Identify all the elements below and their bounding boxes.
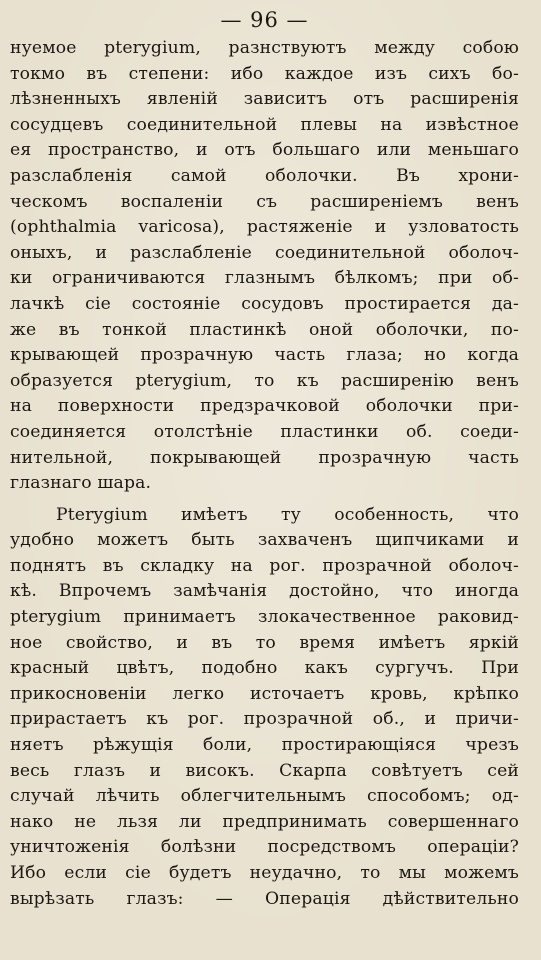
text-line: нительной, покрывающей прозрачную часть [10,447,519,468]
text-line: поднятъ въ складку на рог. прозрачной оболоч- [10,555,519,576]
text-line: (ophthalmia varicosa), растяженіе и узловатость [10,217,519,238]
text-line: глазнаго шара. [10,473,152,494]
text-line: вырѣзать глазъ: — Операція дѣйствительно [10,888,519,909]
text-line: ки ограничиваются глазнымъ бѣлкомъ; при об- [10,268,519,289]
text-line: нуемое pterygium, разнствуютъ между собою [10,38,519,58]
text-line: же въ тонкой пластинкѣ оной оболочки, по- [10,319,519,340]
text-line: соединяется отолстѣніе пластинки об. соеди- [10,421,519,442]
text-line: токмо въ степени: ибо каждое изъ сихъ бо- [10,63,519,84]
text-line: няетъ рѣжущія боли, простирающіяся чрезъ [10,735,519,756]
text-line: удобно можетъ быть захваченъ щипчиками и [10,530,519,551]
text-line: весь глазъ и високъ. Скарпа совѣтуетъ сей [10,760,519,781]
text-line: лачкѣ сіе состояніе сосудовъ простирается да- [10,293,519,314]
text-line: кѣ. Впрочемъ замѣчанія достойно, что иногда [10,581,519,602]
text-line: ческомъ воспаленіи съ расширеніемъ венъ [10,191,519,212]
page-number: — 96 — [220,8,309,32]
text-line: pterygium принимаетъ злокачественное раковид- [10,607,519,628]
text-line: прикосновеніи легко источаетъ кровь, крѣпко [10,683,519,704]
text-line: Pterygium имѣетъ ту особенность, что [56,504,519,525]
text-line: лѣзненныхъ явленій зависитъ отъ расширенія [10,89,519,110]
text-line: разслабленія самой оболочки. Въ хрони- [10,165,519,186]
text-line: случай лѣчить облегчительнымъ способомъ; од- [10,786,519,807]
text-line: крывающей прозрачную часть глаза; но когда [10,345,519,366]
text-line: Ибо если сіе будетъ неудачно, то мы можемъ [10,863,519,883]
text-line: образуется pterygium, то къ расширенію венъ [10,370,519,391]
text-line: на поверхности предзрачковой оболочки при- [10,396,519,417]
text-line: оныхъ, и разслабленіе соединительной оболоч- [10,242,519,263]
paragraph-2 [10,503,519,913]
text-line: сосудцевъ соединительной плевы на извѣстное [10,114,519,135]
text-line: ное свойство, и въ то время имѣетъ яркій [10,632,519,653]
text-line: нако не льзя ли предпринимать совершеннаго [10,811,519,832]
text-line: красный цвѣтъ, подобно какъ сургучъ. При [10,658,519,679]
paragraph-1 [10,36,519,497]
text-line: прирастаетъ къ рог. прозрачной об., и причи- [10,709,519,730]
text-line: уничтоженія болѣзни посредствомъ операціи? [10,837,519,858]
text-line: ея пространство, и отъ большаго или меньшаго [10,140,519,161]
